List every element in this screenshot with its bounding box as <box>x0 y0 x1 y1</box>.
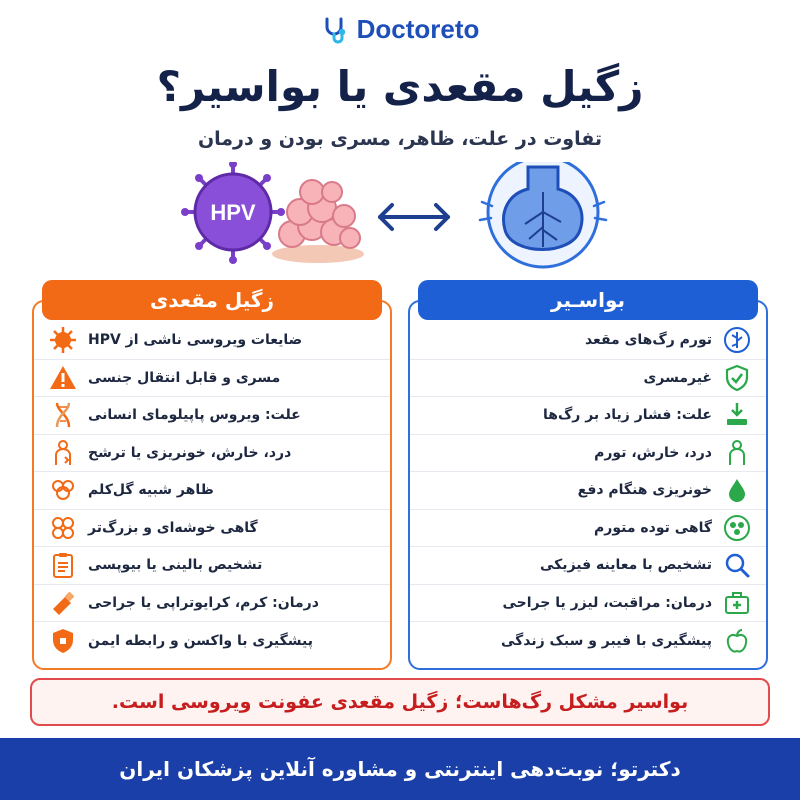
list-item-text: ضایعات ویروسی ناشی از HPV <box>88 332 303 349</box>
dna-icon <box>48 400 78 430</box>
cauliflower-icon <box>48 475 78 505</box>
list-item <box>410 585 766 623</box>
list-item-text: گاهی توده متورم <box>594 519 712 536</box>
list-item <box>410 322 766 360</box>
brand-name: Doctoreto <box>356 14 480 44</box>
compare-arrow-icon <box>380 205 448 229</box>
brand-logo <box>0 14 800 45</box>
summary-banner: بواسیر مشکل رگ‌هاست؛ زگیل مقعدی عفونت ویروسی است. <box>30 678 770 726</box>
warning-icon <box>48 363 78 393</box>
virus-icon <box>48 325 78 355</box>
list-item <box>34 360 390 398</box>
list-item <box>34 547 390 585</box>
list-item-text: گاهی خوشه‌ای و بزرگ‌تر <box>88 519 258 536</box>
list-item <box>34 397 390 435</box>
list-item-text: خونریزی هنگام دفع <box>577 482 712 499</box>
list-item <box>410 510 766 548</box>
lump-icon <box>722 513 752 543</box>
list-item-text: علت: ویروس پاپیلومای انسانی <box>88 407 301 424</box>
footer-banner: دکترتو؛ نوبت‌دهی اینترنتی و مشاوره آنلاین پزشکان ایران <box>0 738 800 800</box>
list-item <box>34 585 390 623</box>
list-item <box>34 472 390 510</box>
hpv-label: HPV <box>210 200 256 225</box>
shield-check-icon <box>722 363 752 393</box>
list-item-text: غیرمسری <box>643 369 712 386</box>
wart-cluster-icon <box>272 180 364 263</box>
hemorrhoids-column <box>408 288 768 670</box>
clipboard-icon <box>48 550 78 580</box>
hemorrhoid-vein-icon <box>480 162 606 267</box>
list-item <box>34 322 390 360</box>
list-item-text: درمان: مراقبت، لیزر یا جراحی <box>502 594 712 611</box>
vein-icon <box>722 325 752 355</box>
pain-person-icon <box>48 438 78 468</box>
page-subtitle: تفاوت در علت، ظاهر، مسری بودن و درمان <box>197 128 603 150</box>
magnifier-icon <box>722 550 752 580</box>
hpv-virus-icon <box>181 162 285 264</box>
list-item-text: تشخیص بالینی یا بیوپسی <box>88 557 263 574</box>
blood-drop-icon <box>722 475 752 505</box>
list-item-text: تورم رگ‌های مقعد <box>584 332 712 349</box>
shield-icon <box>48 626 78 656</box>
list-item-text: پیشگیری با واکسن و رابطه ایمن <box>88 632 313 649</box>
stethoscope-icon <box>321 15 351 45</box>
anal-warts-column <box>32 288 392 670</box>
anal-warts-heading: زگیل مقعدی <box>42 280 382 320</box>
list-item-text: علت: فشار زیاد بر رگ‌ها <box>542 407 712 424</box>
hero-illustration <box>0 162 800 272</box>
list-item <box>410 360 766 398</box>
list-item-text: مسری و قابل انتقال جنسی <box>88 369 281 386</box>
list-item-text: درد، خارش، خونریزی یا ترشح <box>88 444 292 461</box>
page-title: زگیل مقعدی یا بواسیر؟ <box>156 62 644 111</box>
list-item <box>34 435 390 473</box>
list-item-text: پیشگیری با فیبر و سبک زندگی <box>500 632 712 649</box>
list-item-text: درد، خارش، تورم <box>594 444 712 461</box>
list-item <box>410 622 766 660</box>
tube-icon <box>48 588 78 618</box>
list-item <box>34 510 390 548</box>
list-item-text: تشخیص با معاینه فیزیکی <box>540 557 712 574</box>
list-item <box>410 397 766 435</box>
list-item-text: ظاهر شبیه گل‌کلم <box>88 482 214 499</box>
list-item <box>410 435 766 473</box>
cluster-icon <box>48 513 78 543</box>
pressure-icon <box>722 400 752 430</box>
list-item-text: درمان: کرم، کرایوتراپی یا جراحی <box>88 594 319 611</box>
pain-person-icon <box>722 438 752 468</box>
first-aid-icon <box>722 588 752 618</box>
list-item <box>410 472 766 510</box>
list-item <box>34 622 390 660</box>
list-item <box>410 547 766 585</box>
apple-icon <box>722 626 752 656</box>
hemorrhoids-heading: بواسـیر <box>418 280 758 320</box>
